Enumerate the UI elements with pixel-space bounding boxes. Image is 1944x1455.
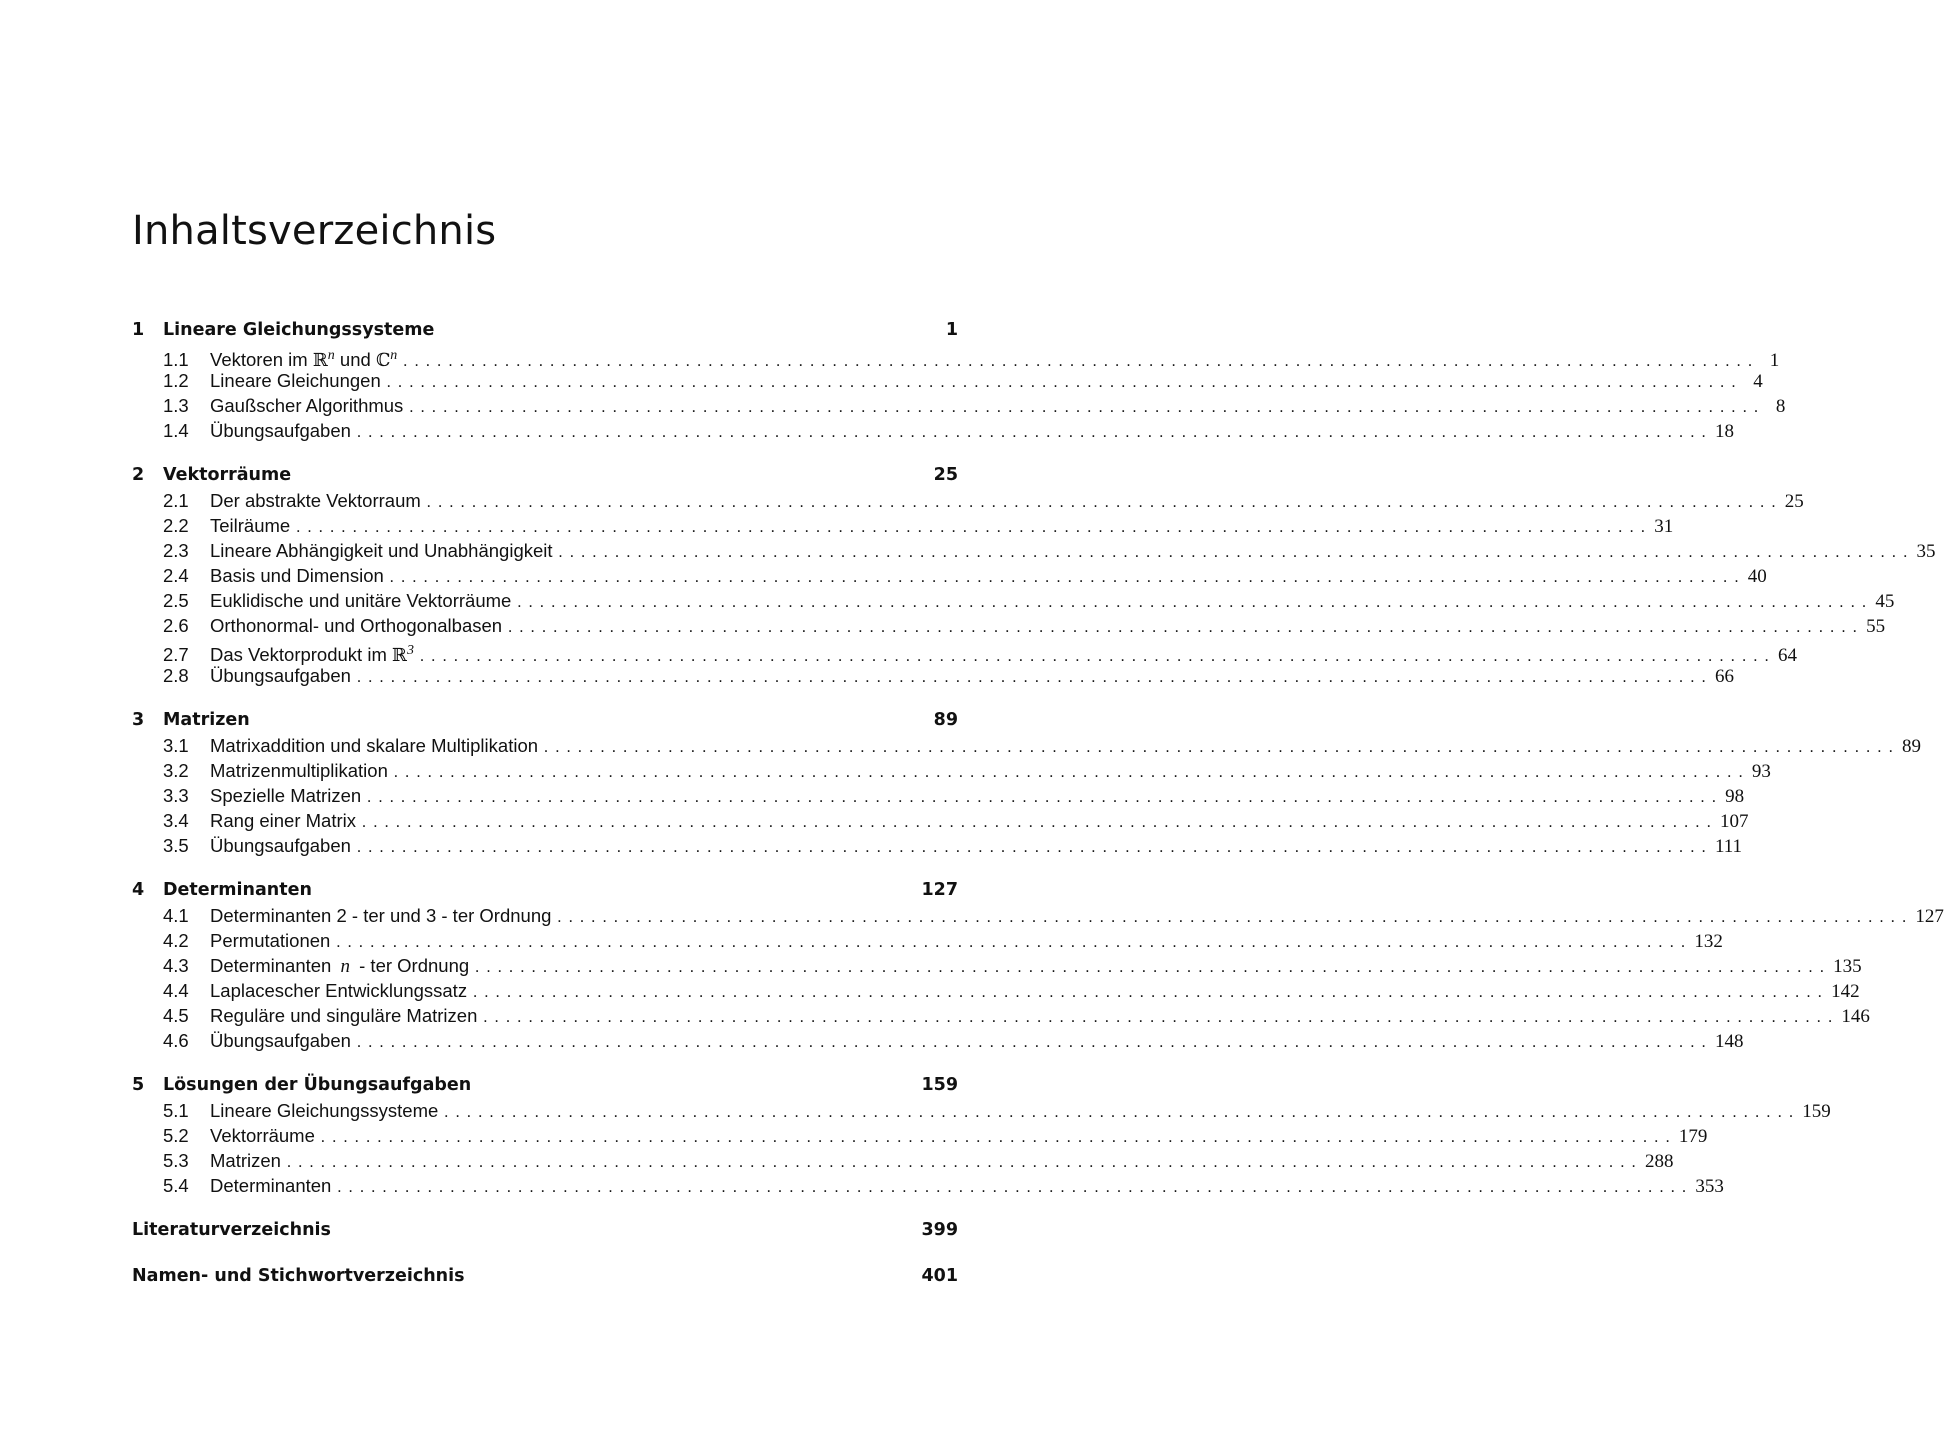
section-title-text: Vektoren im xyxy=(210,349,313,370)
chapter-page: 89 xyxy=(933,710,958,730)
dot-leader: ........................................................................................................................ xyxy=(320,1129,1677,1146)
section-row[interactable] xyxy=(132,663,1734,688)
section-number: 5.3 xyxy=(163,1150,189,1171)
section-row[interactable] xyxy=(132,418,1734,443)
section-page: 132 xyxy=(1694,931,1723,952)
chapter-title: Lösungen der Übungsaufgaben xyxy=(163,1075,472,1095)
chapter-heading[interactable] xyxy=(132,463,958,488)
section-number: 1.2 xyxy=(163,370,189,391)
section-title: Übungsaufgaben xyxy=(210,835,351,856)
section-page: 179 xyxy=(1678,1126,1708,1147)
section-title-text: Das Vektorprodukt im xyxy=(210,644,392,665)
section-row[interactable] xyxy=(132,368,1763,393)
backmatter-page: 401 xyxy=(921,1266,958,1286)
section-page: 25 xyxy=(1784,491,1804,512)
dot-leader: ........................................................................................................................ xyxy=(544,739,1901,756)
dot-leader: ........................................................................................................................ xyxy=(286,1154,1643,1171)
section-row[interactable] xyxy=(132,638,1797,666)
index-entry[interactable] xyxy=(132,1264,958,1289)
dot-leader: ........................................................................................................................ xyxy=(473,984,1830,1001)
section-row[interactable] xyxy=(132,733,1922,758)
section-page: 40 xyxy=(1747,566,1767,587)
chapter-number: 2 xyxy=(132,465,145,485)
section-title: Übungsaufgaben xyxy=(210,420,351,441)
section-title: Übungsaufgaben xyxy=(210,665,351,686)
section-number: 2.5 xyxy=(163,590,189,611)
dot-leader: ........................................................................................................................ xyxy=(296,519,1653,536)
real-numbers-symbol: ℝ$^3$ xyxy=(392,643,414,666)
dot-leader: ........................................................................................................................ xyxy=(444,1104,1801,1121)
section-title: Lineare Gleichungen xyxy=(210,370,381,391)
section-number: 1.1 xyxy=(163,349,189,370)
section-title: Determinanten xyxy=(210,1175,332,1196)
section-row[interactable] xyxy=(132,978,1860,1003)
section-page: 8 xyxy=(1775,396,1786,417)
section-page: 288 xyxy=(1644,1151,1674,1172)
backmatter-title: Namen- und Stichwortverzeichnis xyxy=(132,1266,465,1286)
toc-page xyxy=(132,0,1944,1455)
section-page: 1 xyxy=(1769,350,1780,371)
section-page: 66 xyxy=(1714,666,1734,687)
section-row[interactable] xyxy=(132,538,1936,563)
section-row[interactable] xyxy=(132,833,1743,858)
real-numbers-symbol: ℝ$^n$ xyxy=(312,348,335,371)
dot-leader: ........................................................................................................................ xyxy=(337,1179,1694,1196)
section-row[interactable] xyxy=(132,513,1674,538)
section-number: 5.1 xyxy=(163,1100,189,1121)
section-number: 3.5 xyxy=(163,835,189,856)
section-title: Gaußscher Algorithmus xyxy=(210,395,404,416)
section-number: 3.2 xyxy=(163,760,189,781)
chapter-5 xyxy=(132,1073,1831,1198)
dot-leader: ........................................................................................................................ xyxy=(475,959,1832,976)
dot-leader: ........................................................................................................................ xyxy=(362,814,1719,831)
dot-leader: ........................................................................................................................ xyxy=(336,934,1693,951)
chapter-page: 127 xyxy=(921,880,958,900)
section-row[interactable] xyxy=(132,783,1745,808)
section-page: 64 xyxy=(1777,645,1797,666)
dot-leader: ........................................................................................................................ xyxy=(356,839,1713,856)
dot-leader: ........................................................................................................................ xyxy=(483,1009,1840,1026)
chapter-heading[interactable] xyxy=(132,708,958,733)
section-title: Laplacescher Entwicklungssatz xyxy=(210,980,468,1001)
chapter-title: Lineare Gleichungssysteme xyxy=(163,320,435,340)
section-page: 111 xyxy=(1714,836,1743,857)
section-row[interactable] xyxy=(132,613,1886,638)
chapter-heading[interactable] xyxy=(132,878,958,903)
section-number: 3.1 xyxy=(163,735,189,756)
section-row[interactable] xyxy=(132,758,1771,783)
dot-leader: ........................................................................................................................ xyxy=(517,594,1874,611)
section-title: Permutationen xyxy=(210,930,331,951)
section-number: 2.1 xyxy=(163,490,189,511)
section-number: 4.3 xyxy=(163,955,189,976)
math-variable-n: n xyxy=(340,956,350,977)
section-page: 35 xyxy=(1916,541,1936,562)
dot-leader: ........................................................................................................................ xyxy=(426,494,1783,511)
section-row[interactable] xyxy=(132,393,1786,418)
chapter-1 xyxy=(132,318,1786,443)
section-row[interactable] xyxy=(132,903,1944,928)
section-title-text: - ter Ordnung xyxy=(353,955,470,976)
section-page: 148 xyxy=(1714,1031,1744,1052)
section-page: 31 xyxy=(1654,516,1674,537)
section-page: 93 xyxy=(1751,761,1771,782)
chapter-title: Matrizen xyxy=(163,710,250,730)
chapter-title: Determinanten xyxy=(163,880,312,900)
section-row[interactable] xyxy=(132,808,1749,833)
dot-leader: ........................................................................................................................ xyxy=(558,544,1915,561)
section-title: Matrixaddition und skalare Multiplikation xyxy=(210,735,539,756)
dot-leader: ........................................................................................................................ xyxy=(419,648,1776,665)
dot-leader: ........................................................................................................................ xyxy=(508,619,1865,636)
section-title: Determinanten 2 - ter und 3 - ter Ordnung xyxy=(210,905,552,926)
dot-leader: ........................................................................................................................ xyxy=(409,399,1766,416)
section-title: Orthonormal- und Orthogonalbasen xyxy=(210,615,503,636)
section-title: Lineare Abhängigkeit und Unabhängigkeit xyxy=(210,540,553,561)
section-row[interactable] xyxy=(132,588,1895,613)
section-title: Euklidische und unitäre Vektorräume xyxy=(210,590,512,611)
chapter-number: 5 xyxy=(132,1075,145,1095)
section-number: 3.3 xyxy=(163,785,189,806)
section-number: 2.2 xyxy=(163,515,189,536)
section-number: 2.8 xyxy=(163,665,189,686)
section-title: Teilräume xyxy=(210,515,291,536)
section-row[interactable] xyxy=(132,563,1767,588)
section-title: Lineare Gleichungssysteme xyxy=(210,1100,439,1121)
chapter-number: 3 xyxy=(132,710,145,730)
section-title: Matrizen xyxy=(210,1150,281,1171)
section-title-text: und xyxy=(334,349,376,370)
section-number: 1.3 xyxy=(163,395,189,416)
chapter-heading[interactable] xyxy=(132,318,958,343)
dot-leader: ........................................................................................................................ xyxy=(557,909,1914,926)
section-row[interactable] xyxy=(132,488,1804,513)
section-row[interactable] xyxy=(132,343,1780,371)
dot-leader: ........................................................................................................................ xyxy=(356,669,1713,686)
section-row[interactable] xyxy=(132,1003,1870,1028)
chapter-4 xyxy=(132,878,1944,1053)
section-row[interactable] xyxy=(132,953,1862,978)
section-number: 2.7 xyxy=(163,644,189,665)
section-page: 45 xyxy=(1875,591,1895,612)
section-row[interactable] xyxy=(132,1173,1724,1198)
section-title: Vektorräume xyxy=(210,1125,315,1146)
chapter-3 xyxy=(132,708,1922,858)
section-page: 4 xyxy=(1753,371,1763,392)
table-of-contents xyxy=(132,318,1944,1310)
section-number: 5.4 xyxy=(163,1175,189,1196)
section-page: 159 xyxy=(1802,1101,1831,1122)
bibliography-entry[interactable] xyxy=(132,1218,958,1243)
section-title: Rang einer Matrix xyxy=(210,810,357,831)
section-title: Reguläre und singuläre Matrizen xyxy=(210,1005,478,1026)
dot-leader: ........................................................................................................................ xyxy=(393,764,1750,781)
section-title: Matrizenmultiplikation xyxy=(210,760,388,781)
dot-leader: ........................................................................................................................ xyxy=(389,569,1746,586)
page-title: Inhaltsverzeichnis xyxy=(132,208,497,254)
dot-leader: ........................................................................................................................ xyxy=(403,353,1760,370)
section-page: 353 xyxy=(1695,1176,1724,1197)
section-row[interactable] xyxy=(132,1098,1831,1123)
section-page: 146 xyxy=(1841,1006,1870,1027)
section-number: 4.1 xyxy=(163,905,189,926)
section-page: 142 xyxy=(1831,981,1860,1002)
section-number: 5.2 xyxy=(163,1125,189,1146)
section-number: 4.4 xyxy=(163,980,189,1001)
chapter-number: 4 xyxy=(132,880,145,900)
section-row[interactable] xyxy=(132,1028,1744,1053)
dot-leader: ........................................................................................................................ xyxy=(356,424,1713,441)
section-page: 107 xyxy=(1720,811,1749,832)
chapter-page: 1 xyxy=(945,320,958,340)
chapter-number: 1 xyxy=(132,320,145,340)
section-number: 4.6 xyxy=(163,1030,189,1051)
section-number: 1.4 xyxy=(163,420,189,441)
backmatter-title: Literaturverzeichnis xyxy=(132,1220,331,1240)
section-title-text: Determinanten xyxy=(210,955,337,976)
section-row[interactable] xyxy=(132,928,1723,953)
backmatter-page: 399 xyxy=(921,1220,958,1240)
chapter-page: 25 xyxy=(933,465,958,485)
section-number: 2.6 xyxy=(163,615,189,636)
section-page: 135 xyxy=(1833,956,1862,977)
chapter-heading[interactable] xyxy=(132,1073,958,1098)
section-page: 127 xyxy=(1915,906,1944,927)
section-number: 3.4 xyxy=(163,810,189,831)
dot-leader: ........................................................................................................................ xyxy=(386,374,1743,391)
section-number: 4.2 xyxy=(163,930,189,951)
section-title: Spezielle Matrizen xyxy=(210,785,362,806)
section-page: 89 xyxy=(1902,736,1922,757)
chapter-2 xyxy=(132,463,1936,688)
section-number: 4.5 xyxy=(163,1005,189,1026)
section-row[interactable] xyxy=(132,1123,1708,1148)
chapter-title: Vektorräume xyxy=(163,465,292,485)
chapter-page: 159 xyxy=(921,1075,958,1095)
section-title: Basis und Dimension xyxy=(210,565,384,586)
section-title xyxy=(210,953,469,979)
section-page: 55 xyxy=(1866,616,1886,637)
section-title: Übungsaufgaben xyxy=(210,1030,351,1051)
complex-numbers-symbol: ℂ$^n$ xyxy=(375,348,398,371)
section-page: 18 xyxy=(1714,421,1734,442)
section-title: Der abstrakte Vektorraum xyxy=(210,490,421,511)
dot-leader: ........................................................................................................................ xyxy=(356,1034,1713,1051)
section-page: 98 xyxy=(1725,786,1745,807)
dot-leader: ........................................................................................................................ xyxy=(367,789,1724,806)
section-number: 2.4 xyxy=(163,565,189,586)
section-number: 2.3 xyxy=(163,540,189,561)
section-row[interactable] xyxy=(132,1148,1674,1173)
